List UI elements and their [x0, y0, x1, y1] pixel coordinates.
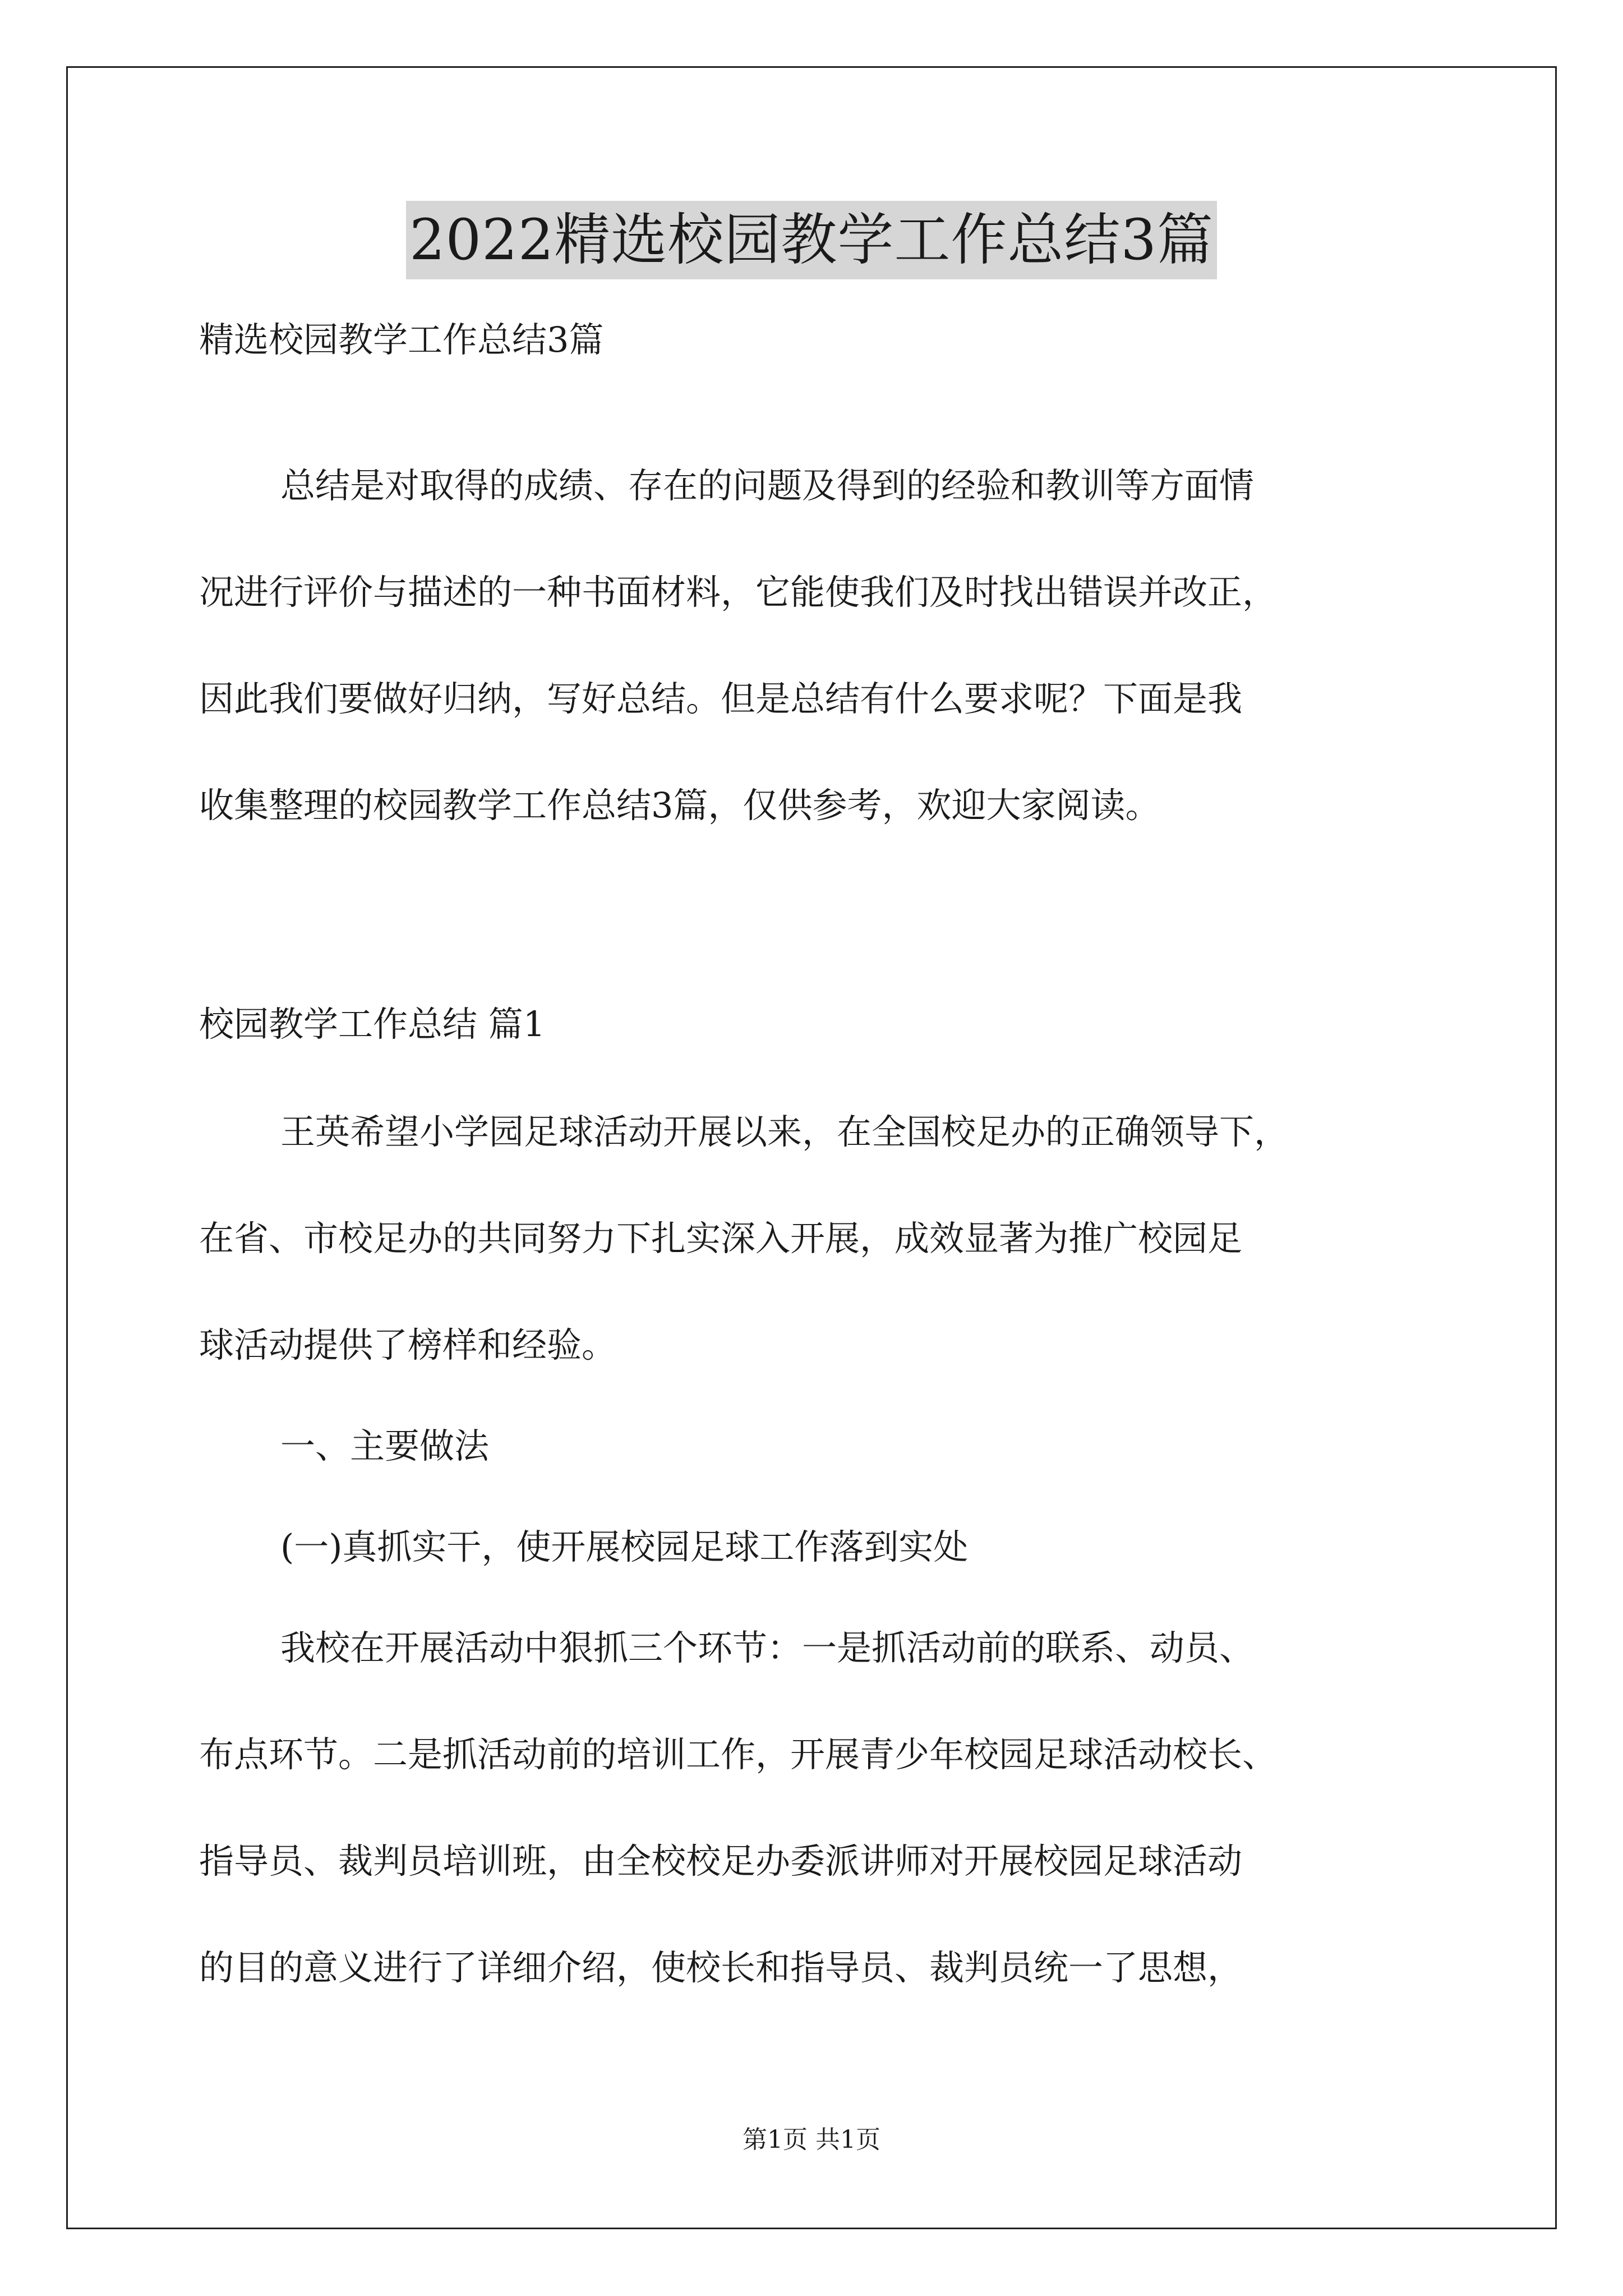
section-line: 球活动提供了榜样和经验。 — [199, 1324, 617, 1365]
intro-line: 收集整理的校园教学工作总结3篇，仅供参考，欢迎大家阅读。 — [199, 785, 1160, 826]
intro-line: 况进行评价与描述的一种书面材料，它能使我们及时找出错误并改正， — [199, 572, 1278, 613]
body-line: 的目的意义进行了详细介绍，使校长和指导员、裁判员统一了思想， — [199, 1947, 1243, 1988]
title-container — [0, 201, 1623, 279]
section-line: 在省、市校足办的共同努力下扎实深入开展，成效显著为推广校园足 — [199, 1218, 1243, 1259]
body-line: 我校在开展活动中狠抓三个环节：一是抓活动前的联系、动员、 — [280, 1627, 1255, 1668]
heading-sub-practice: (一)真抓实干，使开展校园足球工作落到实处 — [280, 1526, 969, 1567]
intro-line: 因此我们要做好归纳，写好总结。但是总结有什么要求呢？下面是我 — [199, 678, 1243, 719]
document-title: 2022精选校园教学工作总结3篇 — [406, 201, 1217, 279]
section-line: 王英希望小学园足球活动开展以来，在全国校足办的正确领导下， — [280, 1111, 1289, 1152]
document-subtitle: 精选校园教学工作总结3篇 — [199, 319, 604, 360]
section-heading: 校园教学工作总结 篇1 — [199, 1004, 546, 1045]
page-footer: 第1页 共1页 — [743, 2125, 880, 2154]
heading-main-practice: 一、主要做法 — [280, 1425, 490, 1466]
intro-line: 总结是对取得的成绩、存在的问题及得到的经验和教训等方面情 — [280, 465, 1255, 506]
body-line: 指导员、裁判员培训班，由全校校足办委派讲师对开展校园足球活动 — [199, 1841, 1243, 1881]
body-line: 布点环节。二是抓活动前的培训工作，开展青少年校园足球活动校长、 — [199, 1734, 1278, 1775]
